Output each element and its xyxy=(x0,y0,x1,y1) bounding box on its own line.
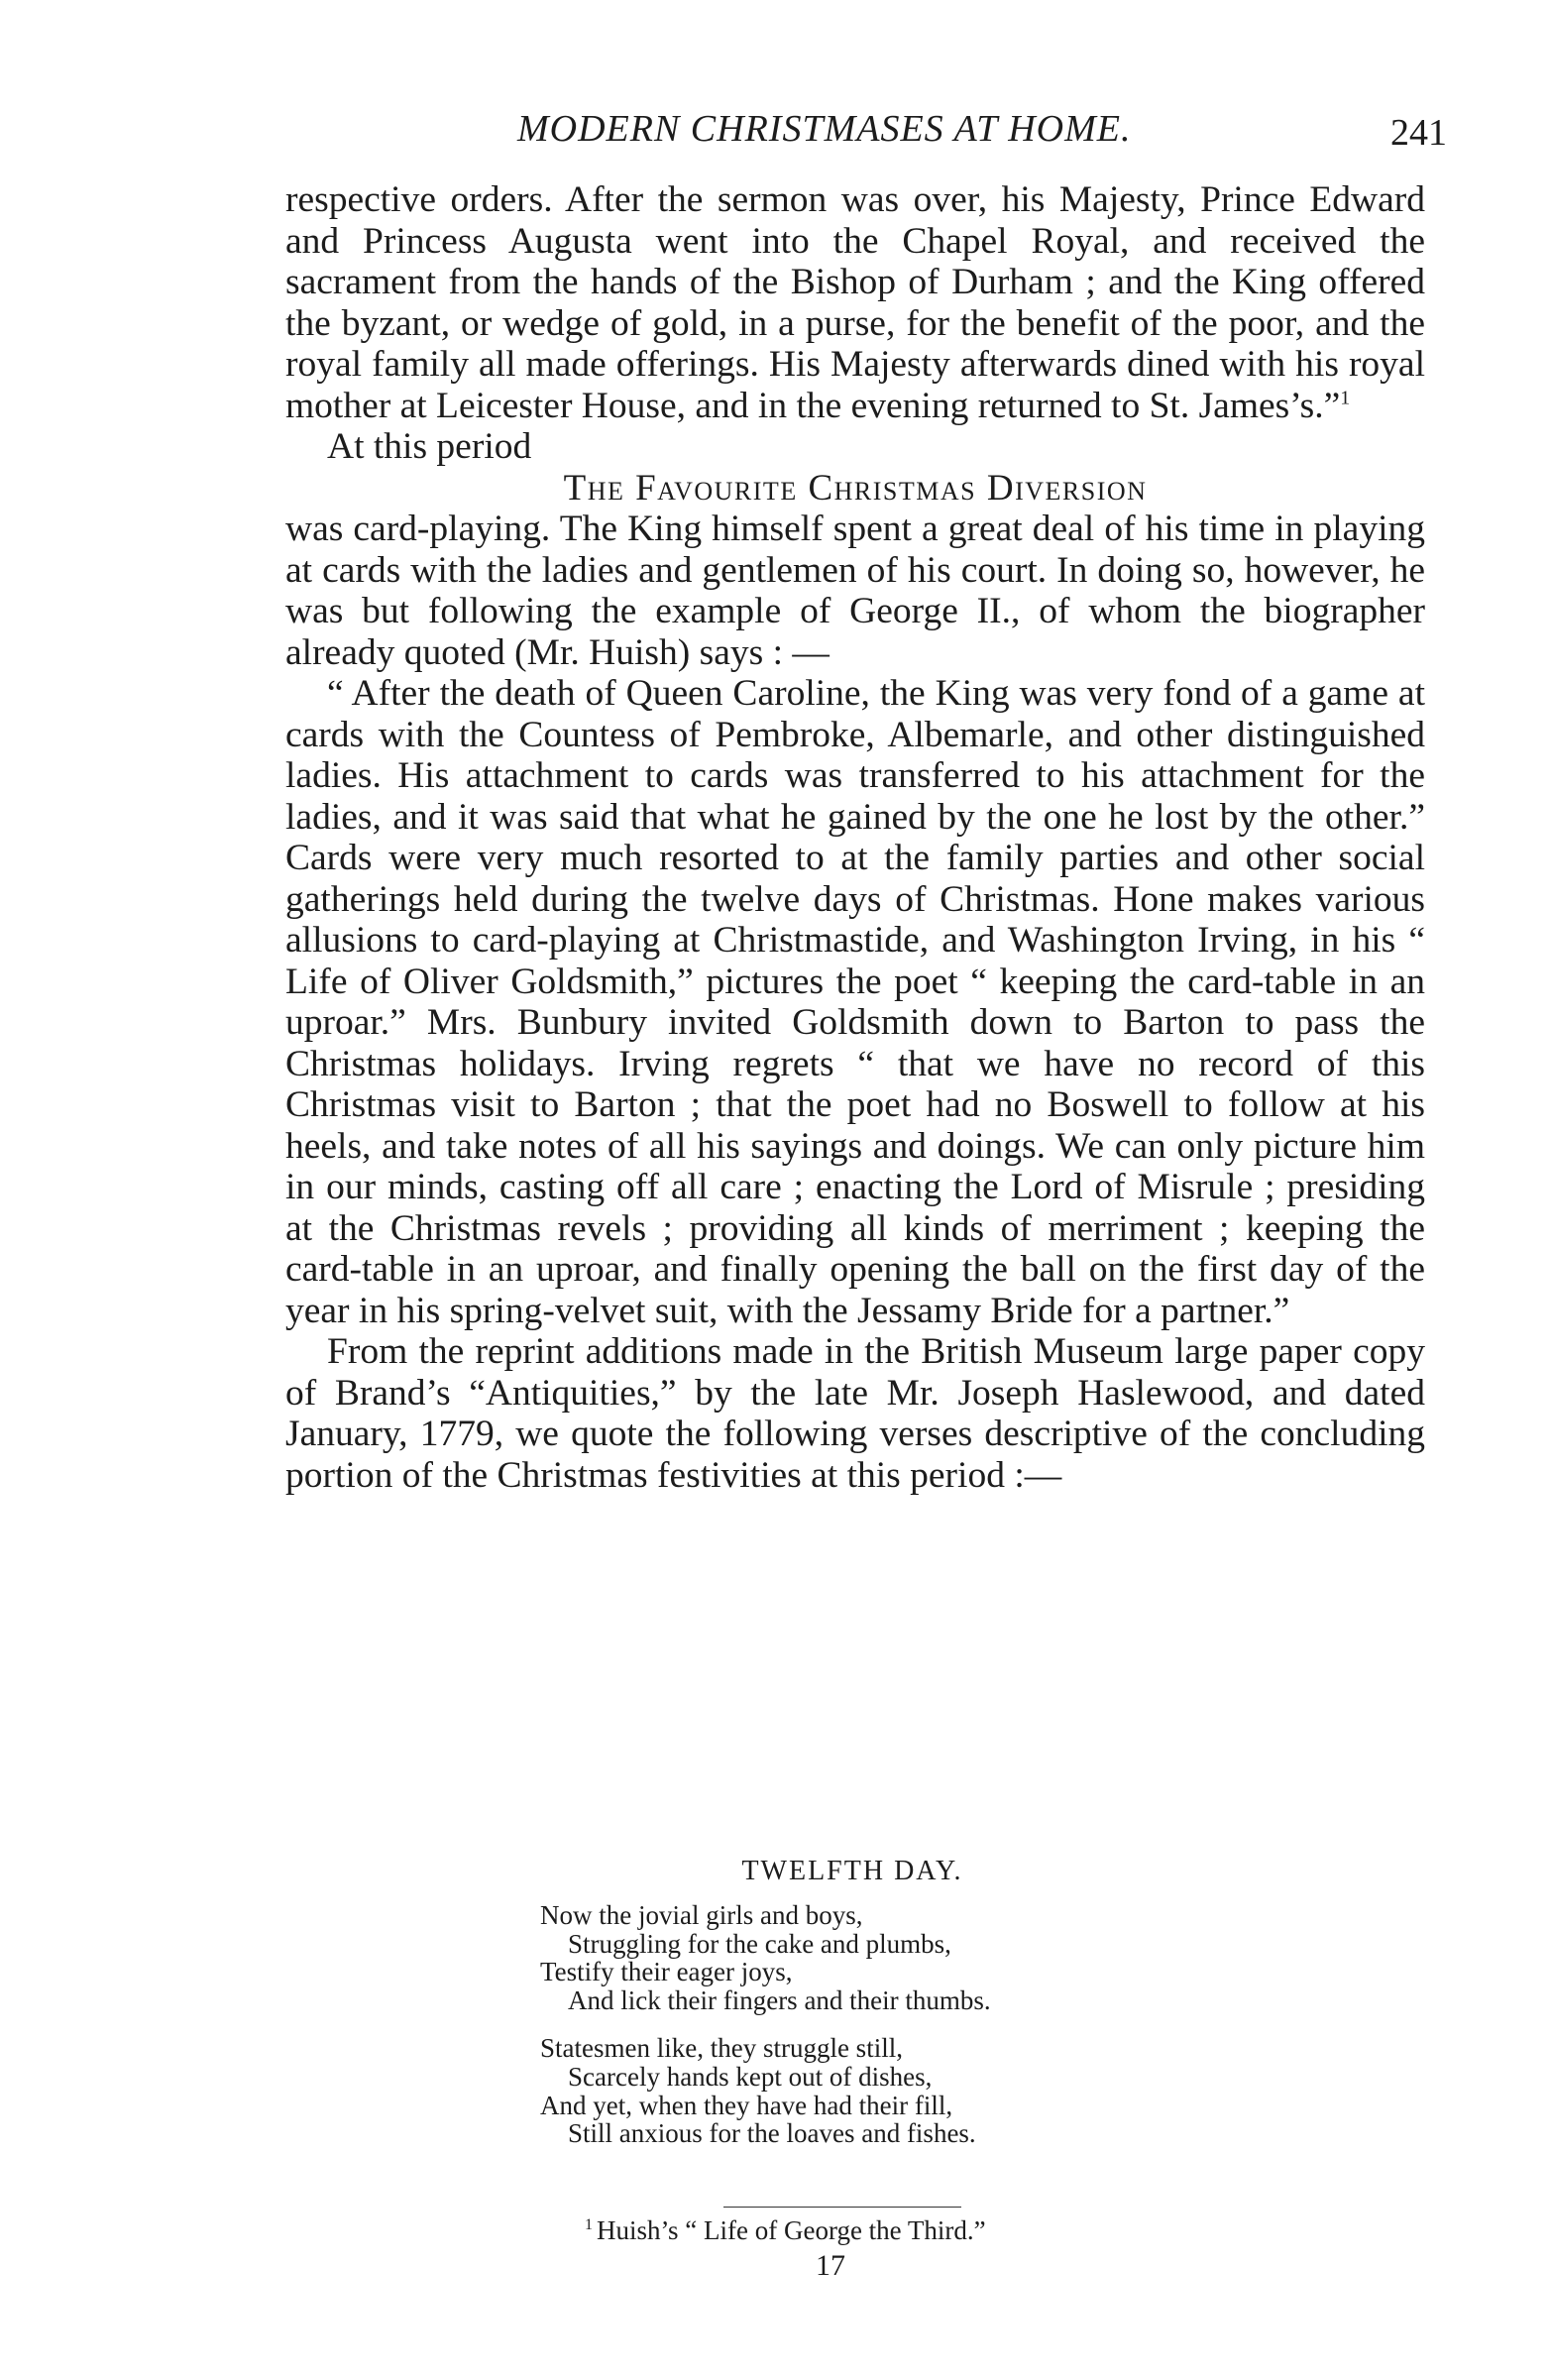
poem-line: Struggling for the cake and plumbs, xyxy=(568,1928,951,1959)
paragraph: “ After the death of Queen Caroline, the King was very fond of a game at cards with the Countess of Pembroke, Albemarle, and other distinguished ladies. His attachment to cards was transferred to his attachment for the ladies, and it was said that what he gained by the one he lost by the other.” Cards were very much resorted to at the family parties and other social gatherings held during the twelve days of Christmas. Hone makes various allusions to card-playing at Christmastide, and Washington Irving, in his “ Life of Oliver Goldsmith,” pictures the poet “ keeping the card-table in an uproar.” Mrs. Bunbury invited Goldsmith down to Barton to pass the Christmas holidays. Irving regrets “ that we have no record of this Christmas visit to Barton ; that the poet had no Boswell to follow at his heels, and take notes of all his sayings and doings. We can only picture him in our minds, casting off all care ; enacting the Lord of Misrule ; presiding at the Christmas revels ; providing all kinds of merriment ; keeping the card-table in an uproar, and finally opening the ball on the first day of the year in his spring-velvet suit, with the Jessamy Bride for a partner.” xyxy=(285,673,1425,1331)
paragraph-text: respective orders. After the sermon was over, his Majesty, Prince Edward and Princess Augusta went into the Chapel Royal, and received the sacrament from the hands of the Bishop of Durham ; and the King offered the byzant, or wedge of gold, in a purse, for the benefit of the poor, and the royal family all made offerings. His Majesty afterwards dined with his royal mother at Leicester House, and in the evening returned to St. James’s.” xyxy=(285,179,1425,426)
poem-line: Still anxious for the loaves and fishes. xyxy=(568,2118,976,2149)
paragraph xyxy=(285,179,1425,426)
paragraph: was card-playing. The King himself spent a great deal of his time in playing at cards with the ladies and gentlemen of his court. In doing so, however, he was but following the example of George II., of whom the biographer already quoted (Mr. Huish) says : — xyxy=(285,509,1425,673)
poem-line: Scarcely hands kept out of dishes, xyxy=(568,2061,933,2092)
footnote xyxy=(585,2215,986,2246)
paragraph: At this period xyxy=(327,426,532,467)
poem-line: Now the jovial girls and boys, xyxy=(540,1900,863,1930)
footnote-text: Huish’s “ Life of George the Third.” xyxy=(597,2215,986,2245)
poem-line: Statesmen like, they struggle still, xyxy=(540,2033,903,2064)
footnote-reference: 1 xyxy=(1340,387,1351,408)
body-text xyxy=(285,179,1425,1496)
footnote-rule xyxy=(723,2207,961,2208)
page-number: 241 xyxy=(1390,112,1447,154)
poem xyxy=(540,1901,1333,2168)
footnote-marker: 1 xyxy=(585,2216,593,2233)
paragraph: From the reprint additions made in the British Museum large paper copy of Brand’s “Antiquities,” by the late Mr. Joseph Haslewood, and dated January, 1779, we quote the following verses descriptive of the concluding portion of the Christmas festivities at this period :— xyxy=(285,1331,1425,1496)
section-heading: The Favourite Christmas Diversion xyxy=(563,467,1148,509)
page-header xyxy=(496,107,1447,157)
poem-stanza xyxy=(540,2034,1333,2147)
poem-line: Testify their eager joys, xyxy=(540,1957,793,1987)
running-head: MODERN CHRISTMASES AT HOME. xyxy=(517,108,1132,150)
poem-line: And lick their fingers and their thumbs. xyxy=(568,1984,991,2015)
poem-line: And yet, when they have had their fill, xyxy=(540,2090,953,2120)
poem-stanza xyxy=(540,1901,1333,2014)
signature-mark: 17 xyxy=(816,2249,845,2282)
poem-title: TWELFTH DAY. xyxy=(741,1856,963,1886)
